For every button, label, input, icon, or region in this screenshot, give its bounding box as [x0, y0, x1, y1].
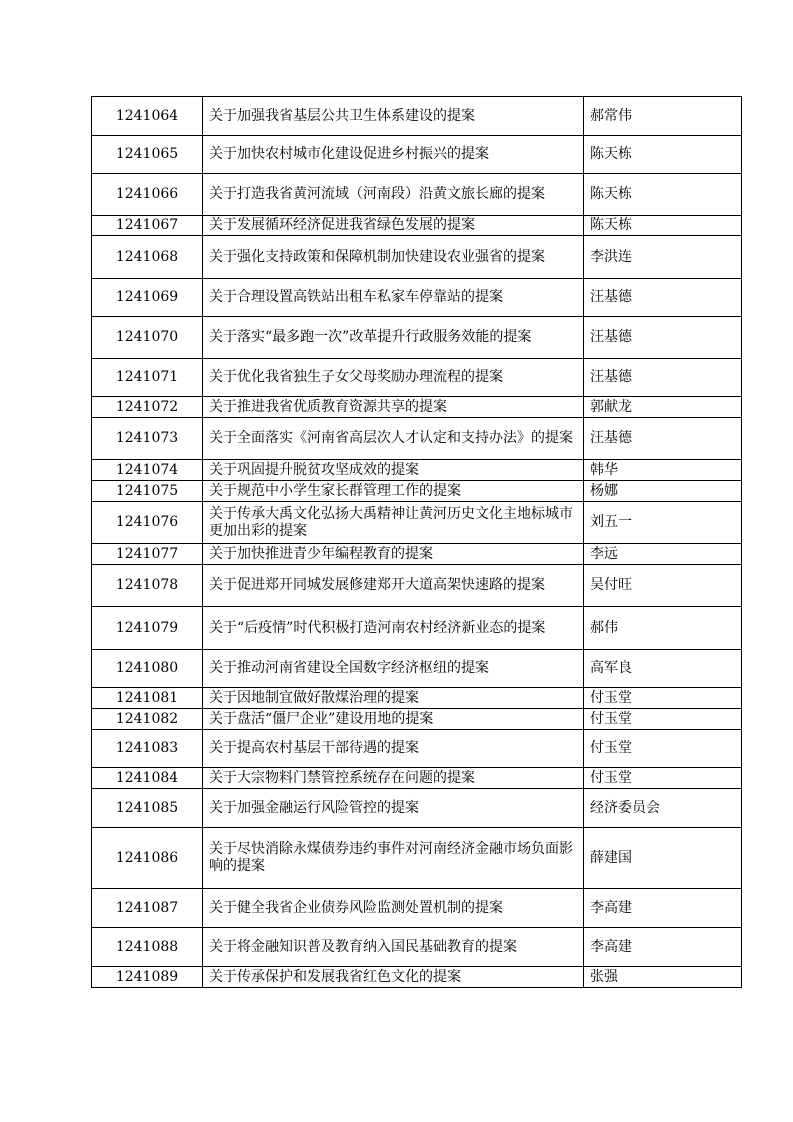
proposal-id: 1241069	[92, 279, 203, 317]
proposer-name: 陈天栋	[584, 216, 742, 236]
proposal-title: 关于盘活“僵尸企业”建设用地的提案	[203, 709, 584, 730]
table-row	[92, 236, 742, 279]
proposal-id: 1241076	[92, 502, 203, 544]
proposal-id: 1241082	[92, 709, 203, 730]
proposer-name: 陈天栋	[584, 136, 742, 174]
proposer-name: 薛建国	[584, 828, 742, 889]
proposal-title: 关于加快农村城市化建设促进乡村振兴的提案	[203, 136, 584, 174]
proposal-id: 1241087	[92, 889, 203, 928]
table-row	[92, 136, 742, 174]
proposal-id: 1241080	[92, 650, 203, 688]
table-row	[92, 889, 742, 928]
table-row	[92, 607, 742, 650]
proposal-id: 1241067	[92, 216, 203, 236]
proposal-id: 1241088	[92, 928, 203, 967]
proposal-title: 关于全面落实《河南省高层次人才认定和支持办法》的提案	[203, 418, 584, 460]
proposal-title: 关于“后疫情”时代积极打造河南农村经济新业态的提案	[203, 607, 584, 650]
proposal-id: 1241083	[92, 730, 203, 768]
table-row	[92, 460, 742, 481]
proposal-id: 1241077	[92, 544, 203, 565]
proposer-name: 李洪连	[584, 236, 742, 279]
proposal-title: 关于打造我省黄河流域（河南段）沿黄文旅长廊的提案	[203, 174, 584, 216]
table-row	[92, 544, 742, 565]
table-row	[92, 397, 742, 418]
proposer-name: 郭献龙	[584, 397, 742, 418]
table-row	[92, 688, 742, 709]
proposal-title: 关于发展循环经济促进我省绿色发展的提案	[203, 216, 584, 236]
table-row	[92, 730, 742, 768]
table-row	[92, 709, 742, 730]
proposer-name: 李远	[584, 544, 742, 565]
table-row	[92, 418, 742, 460]
proposer-name: 汪基德	[584, 279, 742, 317]
proposer-name: 陈天栋	[584, 174, 742, 216]
proposal-title: 关于落实“最多跑一次”改革提升行政服务效能的提案	[203, 317, 584, 359]
table-row	[92, 967, 742, 988]
proposal-id: 1241089	[92, 967, 203, 988]
proposal-title: 关于加快推进青少年编程教育的提案	[203, 544, 584, 565]
table-row	[92, 502, 742, 544]
proposal-id: 1241066	[92, 174, 203, 216]
proposal-title: 关于传承保护和发展我省红色文化的提案	[203, 967, 584, 988]
proposer-name: 杨娜	[584, 481, 742, 502]
table-row	[92, 317, 742, 359]
proposal-id: 1241084	[92, 768, 203, 789]
table-row	[92, 174, 742, 216]
proposal-title: 关于将金融知识普及教育纳入国民基础教育的提案	[203, 928, 584, 967]
proposer-name: 吴付旺	[584, 565, 742, 607]
proposer-name: 李高建	[584, 928, 742, 967]
proposal-id: 1241070	[92, 317, 203, 359]
proposal-id: 1241079	[92, 607, 203, 650]
table-row	[92, 359, 742, 397]
proposal-title: 关于因地制宜做好散煤治理的提案	[203, 688, 584, 709]
proposal-title: 关于巩固提升脱贫攻坚成效的提案	[203, 460, 584, 481]
proposal-id: 1241068	[92, 236, 203, 279]
proposal-id: 1241065	[92, 136, 203, 174]
proposal-title: 关于促进郑开同城发展修建郑开大道高架快速路的提案	[203, 565, 584, 607]
proposal-title: 关于加强金融运行风险管控的提案	[203, 789, 584, 828]
table-row	[92, 650, 742, 688]
proposer-name: 付玉堂	[584, 730, 742, 768]
proposal-title: 关于加强我省基层公共卫生体系建设的提案	[203, 97, 584, 136]
proposal-title: 关于健全我省企业债券风险监测处置机制的提案	[203, 889, 584, 928]
proposal-id: 1241086	[92, 828, 203, 889]
proposal-id: 1241085	[92, 789, 203, 828]
proposal-title: 关于推动河南省建设全国数字经济枢纽的提案	[203, 650, 584, 688]
proposer-name: 汪基德	[584, 359, 742, 397]
proposal-id: 1241075	[92, 481, 203, 502]
table-row	[92, 481, 742, 502]
proposal-title: 关于合理设置高铁站出租车私家车停靠站的提案	[203, 279, 584, 317]
proposer-name: 经济委员会	[584, 789, 742, 828]
proposer-name: 汪基德	[584, 317, 742, 359]
table-row	[92, 97, 742, 136]
proposal-table	[91, 96, 742, 988]
table-row	[92, 789, 742, 828]
proposer-name: 高军良	[584, 650, 742, 688]
proposal-title: 关于尽快消除永煤债券违约事件对河南经济金融市场负面影响的提案	[203, 828, 584, 889]
table-row	[92, 768, 742, 789]
proposer-name: 付玉堂	[584, 688, 742, 709]
proposal-id: 1241064	[92, 97, 203, 136]
proposer-name: 汪基德	[584, 418, 742, 460]
proposal-title: 关于大宗物料门禁管控系统存在问题的提案	[203, 768, 584, 789]
table-row	[92, 828, 742, 889]
table-row	[92, 279, 742, 317]
table-row	[92, 216, 742, 236]
proposer-name: 郝常伟	[584, 97, 742, 136]
proposal-title: 关于传承大禹文化弘扬大禹精神让黄河历史文化主地标城市更加出彩的提案	[203, 502, 584, 544]
proposer-name: 张强	[584, 967, 742, 988]
proposer-name: 郝伟	[584, 607, 742, 650]
proposal-id: 1241072	[92, 397, 203, 418]
proposal-id: 1241071	[92, 359, 203, 397]
proposal-title: 关于强化支持政策和保障机制加快建设农业强省的提案	[203, 236, 584, 279]
proposal-title: 关于规范中小学生家长群管理工作的提案	[203, 481, 584, 502]
proposal-title: 关于推进我省优质教育资源共享的提案	[203, 397, 584, 418]
proposer-name: 付玉堂	[584, 709, 742, 730]
proposer-name: 李高建	[584, 889, 742, 928]
proposer-name: 刘五一	[584, 502, 742, 544]
proposer-name: 韩华	[584, 460, 742, 481]
proposal-id: 1241081	[92, 688, 203, 709]
proposal-title: 关于优化我省独生子女父母奖励办理流程的提案	[203, 359, 584, 397]
proposal-id: 1241074	[92, 460, 203, 481]
table-row	[92, 928, 742, 967]
proposal-title: 关于提高农村基层干部待遇的提案	[203, 730, 584, 768]
proposer-name: 付玉堂	[584, 768, 742, 789]
table-row	[92, 565, 742, 607]
proposal-id: 1241078	[92, 565, 203, 607]
proposal-id: 1241073	[92, 418, 203, 460]
